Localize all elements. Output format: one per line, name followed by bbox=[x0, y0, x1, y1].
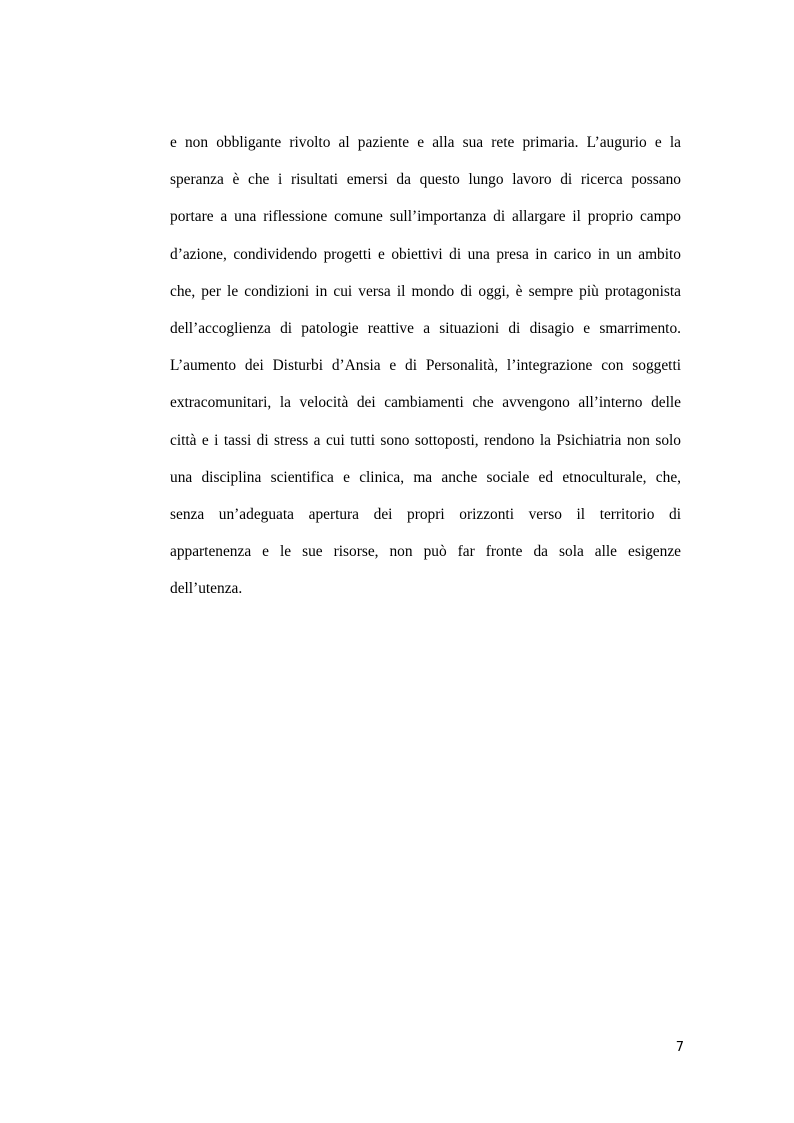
page-number: 7 bbox=[675, 1040, 684, 1055]
paragraph-line: d’azione, condividendo progetti e obiettivi di una presa in carico in un ambito bbox=[170, 245, 681, 263]
paragraph-line: L’aumento dei Disturbi d’Ansia e di Personalità, l’integrazione con soggetti bbox=[170, 357, 681, 375]
paragraph-line: appartenenza e le sue risorse, non può far fronte da sola alle esigenze bbox=[170, 543, 681, 561]
body-paragraph bbox=[170, 128, 681, 611]
paragraph-line: una disciplina scientifica e clinica, ma anche sociale ed etnoculturale, che, bbox=[170, 468, 681, 486]
paragraph-line: senza un’adeguata apertura dei propri orizzonti verso il territorio di bbox=[170, 505, 681, 523]
paragraph-line: che, per le condizioni in cui versa il mondo di oggi, è sempre più protagonista bbox=[170, 282, 681, 300]
paragraph-line: speranza è che i risultati emersi da questo lungo lavoro di ricerca possano bbox=[170, 171, 681, 189]
paragraph-line: e non obbligante rivolto al paziente e alla sua rete primaria. L’augurio e la bbox=[170, 134, 681, 151]
paragraph-line: dell’utenza. bbox=[170, 580, 243, 598]
paragraph-line: dell’accoglienza di patologie reattive a situazioni di disagio e smarrimento. bbox=[170, 319, 681, 337]
paragraph-line: città e i tassi di stress a cui tutti sono sottoposti, rendono la Psichiatria non solo bbox=[170, 431, 681, 449]
paragraph-line: extracomunitari, la velocità dei cambiamenti che avvengono all’interno delle bbox=[170, 394, 681, 412]
paragraph-line: portare a una riflessione comune sull’importanza di allargare il proprio campo bbox=[170, 208, 681, 226]
